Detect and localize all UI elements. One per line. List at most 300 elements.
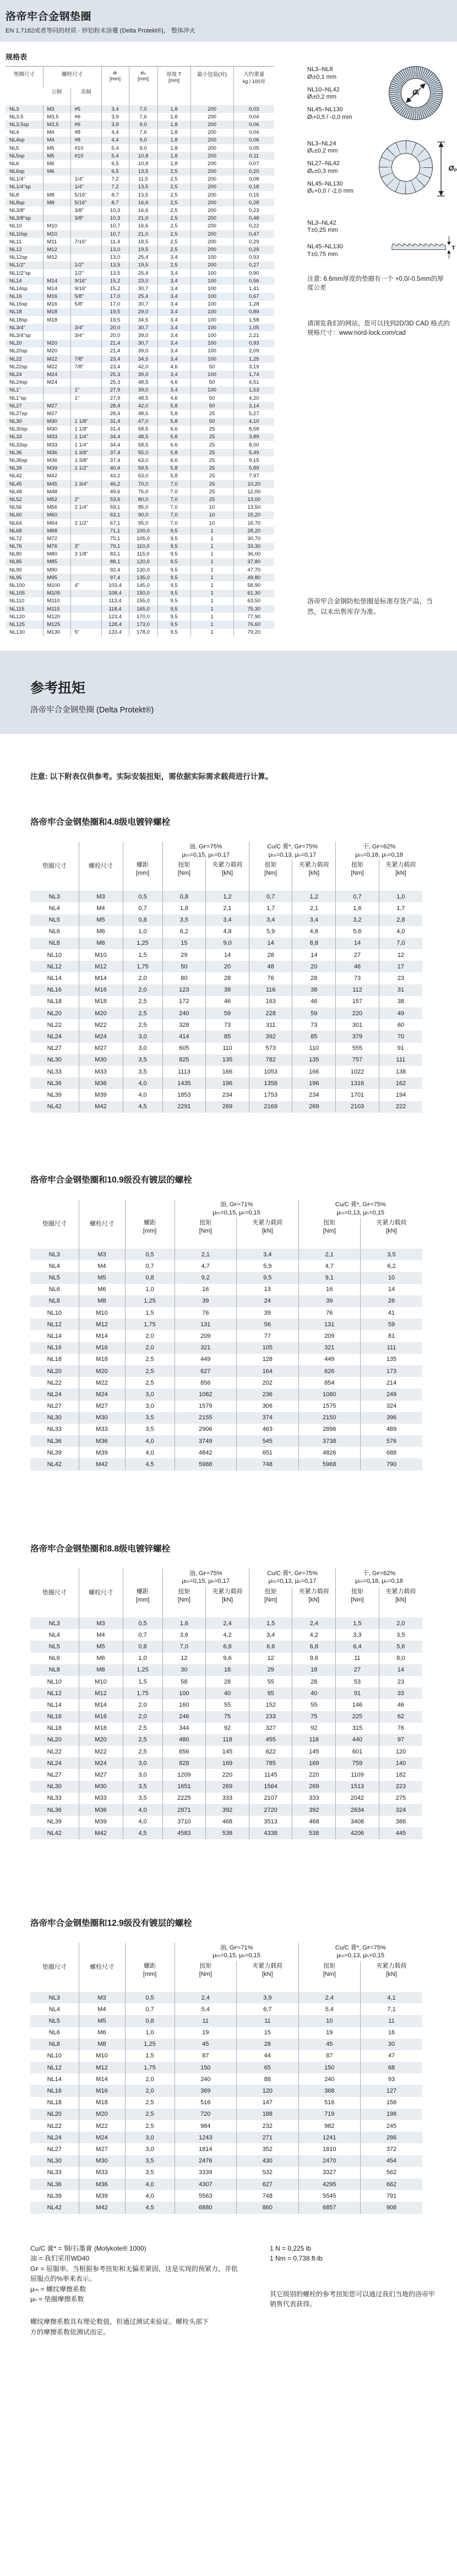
cell: M36 bbox=[79, 2179, 125, 2190]
cell: 110 bbox=[292, 1043, 336, 1054]
cell: 77,90 bbox=[233, 613, 274, 620]
cell: 166 bbox=[292, 1066, 336, 1077]
table-row bbox=[30, 926, 422, 938]
cell: 1 bbox=[191, 620, 233, 628]
cell: M39 bbox=[79, 1816, 123, 1827]
washer-cam-face-diagram bbox=[379, 140, 433, 194]
cell: 75,0 bbox=[129, 488, 157, 495]
cell: 30,7 bbox=[129, 324, 157, 331]
cell: NL4 bbox=[48, 1631, 60, 1638]
cell: NL39 bbox=[9, 465, 22, 472]
cell: 4842 bbox=[175, 1447, 237, 1458]
table-row bbox=[30, 1723, 422, 1734]
cell: 150 bbox=[175, 2062, 237, 2073]
cell: NL120 bbox=[9, 613, 25, 620]
cell bbox=[70, 379, 101, 386]
cell: M42 bbox=[79, 1458, 125, 1470]
cell: NL4 bbox=[48, 905, 60, 912]
cell: 854 bbox=[298, 1377, 361, 1388]
spec-col-do bbox=[129, 67, 157, 106]
cell: 100 bbox=[162, 1687, 206, 1699]
cell: 9,5 bbox=[157, 574, 191, 581]
cell: 3/4" bbox=[70, 324, 101, 331]
cell: 1 bbox=[191, 566, 233, 574]
cell: 45 bbox=[175, 2039, 237, 2050]
cell: M16 bbox=[43, 293, 70, 301]
cell: NL16sp bbox=[9, 301, 28, 308]
cell: NL1"sp bbox=[9, 395, 26, 401]
cell: M3,5 bbox=[43, 113, 70, 121]
cell bbox=[70, 160, 101, 167]
cell: 748 bbox=[237, 1458, 299, 1470]
cell: M3 bbox=[79, 1249, 125, 1260]
cell: 3,4 bbox=[157, 355, 191, 363]
table-row bbox=[30, 1412, 422, 1424]
cell: NL10sp bbox=[9, 231, 28, 237]
cell: M4 bbox=[79, 902, 123, 914]
group-header-oil: 油, Gꜰ=71% μₜₕ=0,15, μₕ=0,15 bbox=[175, 1943, 298, 1962]
cell: 538 bbox=[292, 1827, 336, 1839]
tolerance-value: Øᵢ+0,5 / -0,0 mm bbox=[307, 113, 352, 121]
cell: 21,0 bbox=[129, 215, 157, 222]
cell: NL33 bbox=[47, 1795, 62, 1802]
table-row bbox=[30, 2050, 422, 2062]
cell: 1,25 bbox=[233, 355, 274, 363]
cell: 1,8 bbox=[157, 152, 191, 160]
cell: 3,0 bbox=[125, 2132, 175, 2143]
cell: 1,41 bbox=[233, 285, 274, 292]
cell bbox=[70, 168, 101, 176]
cell: 9/16" bbox=[70, 277, 101, 285]
cell: M39 bbox=[79, 1447, 125, 1458]
cell: 16,6 bbox=[129, 222, 157, 230]
cell: 113,4 bbox=[101, 597, 129, 605]
cell: 7,0 bbox=[157, 495, 191, 503]
cell: NL42 bbox=[47, 1103, 62, 1110]
table-row bbox=[6, 597, 274, 605]
cell: NL30 bbox=[47, 1783, 62, 1790]
cell: 200 bbox=[191, 262, 233, 269]
legend-item: μₜₕ = 螺纹摩擦系数 bbox=[30, 2285, 86, 2293]
cell: 8,7 bbox=[101, 199, 129, 206]
cell: 1,8 bbox=[157, 137, 191, 144]
cell: 127 bbox=[361, 2085, 423, 2096]
cell: 1853 bbox=[162, 1089, 206, 1101]
cell: 21,4 bbox=[101, 340, 129, 347]
col-bolt: 螺栓尺寸 bbox=[79, 860, 123, 891]
cell: 1358 bbox=[249, 1077, 292, 1089]
cell: 0,47 bbox=[233, 230, 274, 238]
cell: 5,8 bbox=[157, 449, 191, 456]
cell: 11,4 bbox=[101, 238, 129, 246]
cell: 29 bbox=[162, 949, 206, 961]
cell: 1701 bbox=[336, 1089, 379, 1101]
cell: NL100 bbox=[9, 582, 25, 589]
cell: 19 bbox=[175, 2027, 237, 2039]
cell: 15 bbox=[162, 938, 206, 949]
cell: NL42 bbox=[9, 473, 22, 480]
cell: 5,8 bbox=[157, 418, 191, 426]
cell: NL12sp bbox=[9, 254, 28, 261]
table-row bbox=[30, 1699, 422, 1711]
cell: NL16 bbox=[9, 293, 22, 300]
cell: 111 bbox=[361, 1342, 423, 1354]
outer-diameter-label: Øₒ bbox=[448, 164, 457, 173]
cell: 5,8 bbox=[157, 472, 191, 480]
cell: 3710 bbox=[162, 1816, 206, 1827]
cell: M30 bbox=[43, 426, 70, 433]
cell bbox=[70, 566, 101, 574]
cell: 7,0 bbox=[157, 511, 191, 519]
cell: 3,4 bbox=[237, 1249, 299, 1260]
cell: 0,27 bbox=[233, 262, 274, 269]
cell: 1,53 bbox=[233, 386, 274, 394]
cell: 6,5 bbox=[101, 160, 129, 167]
cell: 3,4 bbox=[206, 914, 249, 926]
cell: 228 bbox=[249, 1007, 292, 1019]
cell: M6 bbox=[79, 1653, 123, 1664]
tolerance-range: NL10–NL42 bbox=[307, 86, 340, 93]
cell: 4,2 bbox=[292, 1629, 336, 1641]
cell bbox=[43, 394, 70, 402]
cell: 172 bbox=[162, 996, 206, 1007]
cell: 3,4 bbox=[157, 371, 191, 378]
cell: 627 bbox=[175, 1365, 237, 1377]
cell: 1" bbox=[70, 394, 101, 402]
cell: 40 bbox=[292, 1687, 336, 1699]
cell: 145,0 bbox=[129, 581, 157, 589]
cell: 1 bbox=[191, 629, 233, 636]
cell: M12 bbox=[79, 961, 123, 972]
cell: 100 bbox=[191, 371, 233, 378]
cell: 63,1 bbox=[101, 511, 129, 519]
cell: 2,5 bbox=[123, 1019, 162, 1031]
cell bbox=[70, 558, 101, 566]
cell: 532 bbox=[237, 2167, 299, 2179]
cell: M24 bbox=[79, 1757, 123, 1769]
cell: 4,8 bbox=[206, 926, 249, 938]
cell: 65 bbox=[237, 2062, 299, 2073]
table-row bbox=[30, 1295, 422, 1307]
cell: 3,5 bbox=[123, 1793, 162, 1804]
cell: 4295 bbox=[298, 2179, 361, 2190]
cell: M16 bbox=[79, 1711, 123, 1723]
cell: 440 bbox=[336, 1734, 379, 1746]
col-torque: 扭矩 [Nm] bbox=[249, 860, 292, 891]
cell: 47,0 bbox=[129, 418, 157, 426]
cell: M72 bbox=[43, 535, 70, 542]
table-row bbox=[6, 121, 274, 128]
cell: 1,5 bbox=[123, 1676, 162, 1687]
cell: M33 bbox=[43, 441, 70, 449]
cell: 27 bbox=[336, 949, 379, 961]
cell: NL18 bbox=[47, 1356, 62, 1363]
cell: 135 bbox=[292, 1054, 336, 1066]
col-clamp: 夹紧力载荷 [kN] bbox=[206, 860, 249, 891]
cell: NL5 bbox=[48, 917, 60, 924]
cell: 627 bbox=[237, 2179, 299, 2190]
table-row bbox=[30, 984, 422, 996]
cell: 0,29 bbox=[233, 246, 274, 253]
cell: 0,08 bbox=[233, 176, 274, 183]
table-row bbox=[30, 961, 422, 972]
cell: 25,3 bbox=[101, 371, 129, 378]
table-row bbox=[30, 1447, 422, 1458]
cell: 245 bbox=[361, 2120, 423, 2132]
cell: 33 bbox=[379, 1687, 422, 1699]
cell: 5/16" bbox=[70, 199, 101, 206]
cell: M100 bbox=[43, 581, 70, 589]
cell: 4,5 bbox=[123, 1827, 162, 1839]
cell: NL90 bbox=[9, 567, 22, 573]
cell: 38 bbox=[206, 984, 249, 996]
cell: 115,0 bbox=[129, 551, 157, 558]
cell: 1 bbox=[191, 551, 233, 558]
table-row bbox=[30, 1354, 422, 1365]
col-clamp: 夹紧力载荷 [kN] bbox=[361, 1961, 423, 1992]
cell: 49,6 bbox=[101, 488, 129, 495]
table-row bbox=[30, 2120, 422, 2132]
cell bbox=[70, 371, 101, 378]
cell: 100,0 bbox=[129, 527, 157, 535]
cell: M20 bbox=[79, 2109, 125, 2120]
cell: M45 bbox=[43, 480, 70, 488]
cell: 3,9 bbox=[237, 1992, 299, 2003]
cell: 7,0 bbox=[129, 105, 157, 113]
cell: 1243 bbox=[175, 2132, 237, 2143]
cell: NL3/4"sp bbox=[9, 333, 31, 339]
cell: 1 bbox=[191, 613, 233, 620]
cell: 3 1/8" bbox=[70, 551, 101, 558]
cell: 12,00 bbox=[233, 488, 274, 495]
cell: 3,5 bbox=[125, 1412, 175, 1424]
cell: 97 bbox=[379, 1734, 422, 1746]
cell: 860 bbox=[237, 2202, 299, 2213]
cell: 3,4 bbox=[157, 285, 191, 292]
cell: 2291 bbox=[162, 1101, 206, 1113]
cell: 1 bbox=[191, 597, 233, 605]
cell: 240 bbox=[175, 2073, 237, 2085]
cell: 28,4 bbox=[101, 410, 129, 417]
cell bbox=[43, 176, 70, 183]
cell: 1810 bbox=[298, 2143, 361, 2155]
cell: M20 bbox=[79, 1734, 123, 1746]
cell: NL18 bbox=[9, 309, 22, 315]
cell: 10 bbox=[298, 2015, 361, 2027]
torque-table-3-title: 洛帝牢合金钢垫圈和8.8级电镀锌螺栓 bbox=[30, 1544, 171, 1554]
cell: 138 bbox=[379, 1066, 422, 1077]
cell: 10,8 bbox=[129, 152, 157, 160]
table-row bbox=[30, 2143, 422, 2155]
cell: 757 bbox=[336, 1054, 379, 1066]
cell: 4,0 bbox=[123, 1089, 162, 1101]
cell: 76 bbox=[249, 972, 292, 984]
cell: NL16 bbox=[47, 987, 62, 994]
cell: M27 bbox=[79, 1401, 125, 1412]
cell: #6 bbox=[70, 113, 101, 121]
cell: 1,8 bbox=[157, 113, 191, 121]
cell: 3,3 bbox=[336, 1629, 379, 1641]
cell: 2,5 bbox=[157, 222, 191, 230]
cell: 1 bbox=[191, 535, 233, 542]
table-row bbox=[30, 1827, 422, 1839]
cell: 392 bbox=[206, 1804, 249, 1816]
col-washer: 垫圈尺寸 bbox=[42, 863, 67, 870]
cell: M14 bbox=[79, 1330, 125, 1342]
cell bbox=[70, 340, 101, 347]
cell: 3,5 bbox=[125, 2155, 175, 2167]
tolerance-value: Øᵢ±0,1 mm bbox=[307, 73, 336, 80]
col-clamp: 夹紧力载荷 [kN] bbox=[206, 1587, 249, 1618]
cell: 2,5 bbox=[125, 1365, 175, 1377]
cell: 7,0 bbox=[379, 938, 422, 949]
cell: NL6sp bbox=[9, 168, 25, 175]
cell: 4,51 bbox=[233, 379, 274, 386]
outer-diameter-dimension-line bbox=[436, 140, 446, 198]
cell: 80 bbox=[162, 972, 206, 984]
table-row bbox=[30, 1319, 422, 1330]
table-row bbox=[6, 379, 274, 386]
table-row bbox=[6, 176, 274, 183]
cell: 23,0 bbox=[129, 277, 157, 285]
table-row bbox=[6, 285, 274, 292]
legend-item: Gꜰ = 屈服率。当根据参考扭矩和无偏差紧固，这是实现的预紧力，并依屈服点的%率来表示。 bbox=[30, 2264, 238, 2283]
cell: 6,6 bbox=[157, 456, 191, 464]
cell: 3,2 bbox=[336, 914, 379, 926]
cell: 11 bbox=[336, 1653, 379, 1664]
cell: M12 bbox=[79, 2062, 125, 2073]
cell: 3,5 bbox=[123, 1066, 162, 1077]
cell: 9,5 bbox=[157, 527, 191, 535]
cell: 48 bbox=[249, 961, 292, 972]
cell: M27 bbox=[43, 410, 70, 417]
cell bbox=[43, 262, 70, 269]
cell: M4 bbox=[79, 2003, 125, 2015]
table-row bbox=[30, 1734, 422, 1746]
cell: 1" bbox=[70, 386, 101, 394]
cell: M20 bbox=[79, 1007, 123, 1019]
cell: 10 bbox=[361, 1272, 423, 1283]
cell: 46,2 bbox=[101, 480, 129, 488]
cell: 20 bbox=[206, 961, 249, 972]
cell: 188 bbox=[237, 2109, 299, 2120]
cell: 26 bbox=[361, 1295, 423, 1307]
cell: 92,4 bbox=[101, 566, 129, 574]
table-row bbox=[30, 1377, 422, 1388]
cell: 5,49 bbox=[233, 449, 274, 456]
washer-cross-section-diagram bbox=[389, 224, 457, 265]
cell: 46 bbox=[379, 1699, 422, 1711]
inner-diameter-tolerance-block bbox=[307, 66, 457, 122]
torque-section-header bbox=[0, 651, 457, 734]
cell: 1 1/8" bbox=[70, 426, 101, 433]
cell: 2,5 bbox=[157, 183, 191, 191]
cell: 25 bbox=[191, 495, 233, 503]
table-row bbox=[30, 1816, 422, 1827]
spec-col-di-label: øᵢ bbox=[113, 70, 117, 76]
cell: 25 bbox=[191, 480, 233, 488]
spec-table bbox=[6, 66, 274, 636]
table-row bbox=[6, 581, 274, 589]
cell: 131 bbox=[175, 1319, 237, 1330]
table-row bbox=[6, 394, 274, 402]
cell: M14 bbox=[43, 277, 70, 285]
cell: 1241 bbox=[298, 2132, 361, 2143]
cell: 6,7 bbox=[237, 2003, 299, 2015]
cell: 178,0 bbox=[129, 629, 157, 636]
cell: 12 bbox=[162, 1653, 206, 1664]
cell: 48,5 bbox=[129, 433, 157, 441]
cell: 100 bbox=[191, 331, 233, 339]
cell: 17,0 bbox=[101, 293, 129, 301]
cell: 25 bbox=[191, 456, 233, 464]
cell: M130 bbox=[43, 629, 70, 636]
cell: 3,9 bbox=[101, 121, 129, 128]
cell: 275 bbox=[379, 1793, 422, 1804]
cell: M20 bbox=[43, 347, 70, 355]
cell: NL52 bbox=[9, 496, 22, 503]
table-row bbox=[6, 355, 274, 363]
cell: 133,4 bbox=[101, 629, 129, 636]
cell: 3,4 bbox=[157, 269, 191, 277]
cell: 3749 bbox=[175, 1435, 237, 1447]
cell: 545 bbox=[237, 1435, 299, 1447]
cell: 2,1 bbox=[175, 1249, 237, 1260]
cell: NL36 bbox=[47, 1080, 62, 1087]
cell: M3 bbox=[79, 891, 123, 902]
cell: 321 bbox=[298, 1342, 361, 1354]
torque-disclaimer-note: 注意: 以下附表仅供参考。实际安装扭矩，需依据实际需求载荷进行计算。 bbox=[30, 772, 273, 781]
cell: 5/8" bbox=[70, 293, 101, 301]
cell: M14 bbox=[79, 972, 123, 984]
cell: 3,4 bbox=[157, 301, 191, 308]
cell: 306 bbox=[237, 1401, 299, 1412]
cell: 196 bbox=[292, 1077, 336, 1089]
table-row bbox=[30, 1629, 422, 1641]
table-row bbox=[6, 527, 274, 535]
cell: 17 bbox=[379, 961, 422, 972]
cell: 28 bbox=[206, 1676, 249, 1687]
cell: 4,4 bbox=[101, 129, 129, 137]
cell: 0,28 bbox=[233, 199, 274, 206]
cell: M5 bbox=[79, 2015, 125, 2027]
cell: 321 bbox=[175, 1342, 237, 1354]
cell: 1,8 bbox=[157, 160, 191, 167]
cell: M12 bbox=[43, 246, 70, 253]
cell: 4307 bbox=[175, 2179, 237, 2190]
cell: 9,5 bbox=[157, 558, 191, 566]
cell: M18 bbox=[79, 1723, 123, 1734]
cell: 555 bbox=[336, 1043, 379, 1054]
cell: 2169 bbox=[249, 1101, 292, 1113]
cell: 200 bbox=[191, 168, 233, 176]
table-row bbox=[30, 1089, 422, 1101]
cell: 269 bbox=[206, 1101, 249, 1113]
cell: 3,5 bbox=[361, 1249, 423, 1260]
cell: 0,90 bbox=[233, 269, 274, 277]
cell: NL10 bbox=[47, 2052, 62, 2060]
group-header-paste: Cu/C 膏*, Gꜰ=75% μₜₕ=0,13, μₕ=0,17 bbox=[249, 1569, 335, 1587]
cell: NL10 bbox=[47, 1678, 62, 1685]
cell: 449 bbox=[298, 1354, 361, 1365]
cell: 6,8 bbox=[206, 1641, 249, 1652]
cell: 25 bbox=[191, 433, 233, 441]
cell: 3,4 bbox=[249, 914, 292, 926]
table-row bbox=[6, 386, 274, 394]
cell: 23,4 bbox=[101, 355, 129, 363]
torque-table-grade-12-9 bbox=[30, 1943, 422, 2214]
cell: 233 bbox=[249, 1711, 292, 1723]
